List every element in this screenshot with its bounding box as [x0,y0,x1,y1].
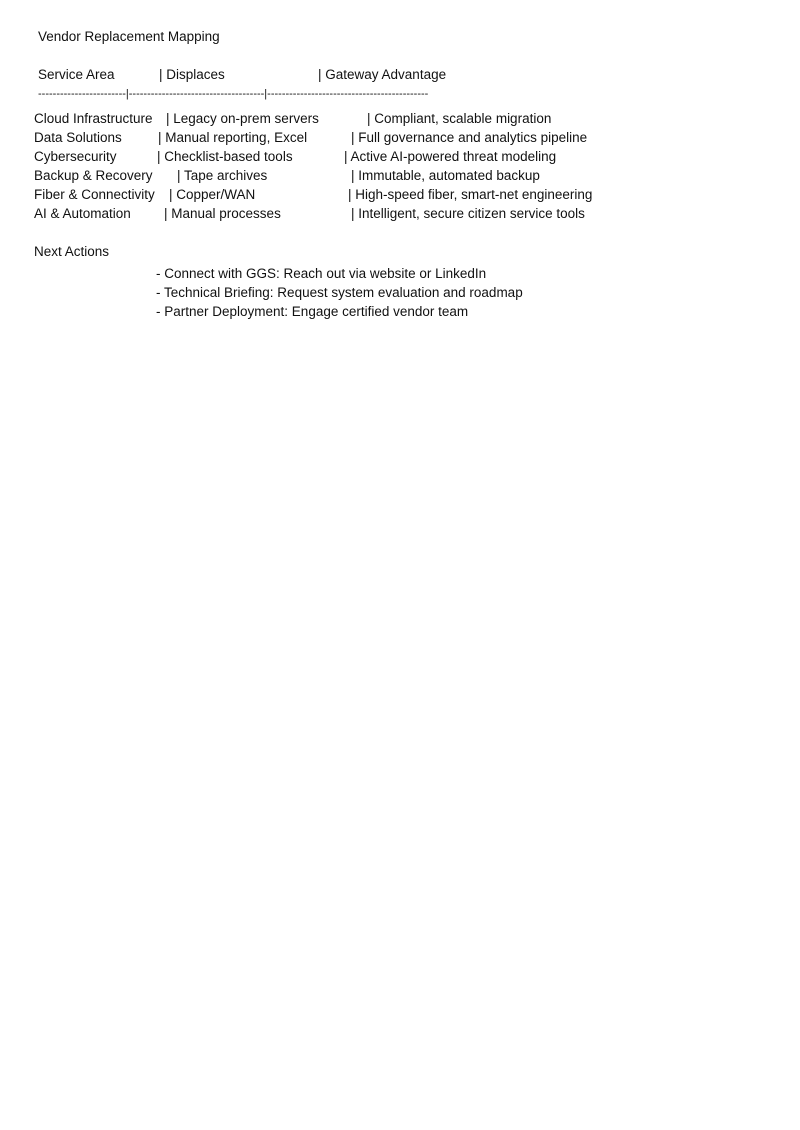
row-service-area: AI & Automation [34,206,131,221]
header-displaces: | Displaces [159,67,225,82]
row-gateway-advantage: | Compliant, scalable migration [367,111,552,126]
row-displaces: | Copper/WAN [169,187,256,202]
header-service-area: Service Area [38,67,115,82]
row-service-area: Data Solutions [34,130,122,145]
list-item: - Connect with GGS: Reach out via website or LinkedIn [156,266,487,281]
document-title: Vendor Replacement Mapping [38,29,220,44]
row-displaces: | Tape archives [177,168,268,183]
row-service-area: Cloud Infrastructure [34,111,153,126]
row-service-area: Backup & Recovery [34,168,153,183]
row-gateway-advantage: | Active AI-powered threat modeling [344,149,557,164]
row-service-area: Fiber & Connectivity [34,187,155,202]
list-item: - Technical Briefing: Request system evaluation and roadmap [156,285,523,300]
list-item: - Partner Deployment: Engage certified vendor team [156,304,469,319]
next-actions-heading: Next Actions [34,244,110,259]
row-service-area: Cybersecurity [34,149,117,164]
row-gateway-advantage: | Full governance and analytics pipeline [351,130,588,145]
row-gateway-advantage: | Intelligent, secure citizen service tools [351,206,585,221]
header-gateway-advantage: | Gateway Advantage [318,67,447,82]
row-gateway-advantage: | High-speed fiber, smart-net engineering [348,187,593,202]
table-separator: ------------------------|-------------------------------------|-------------------------------------------- [38,88,429,100]
row-gateway-advantage: | Immutable, automated backup [351,168,540,183]
row-displaces: | Manual processes [164,206,281,221]
row-displaces: | Manual reporting, Excel [158,130,308,145]
row-displaces: | Checklist-based tools [157,149,293,164]
row-displaces: | Legacy on-prem servers [166,111,319,126]
